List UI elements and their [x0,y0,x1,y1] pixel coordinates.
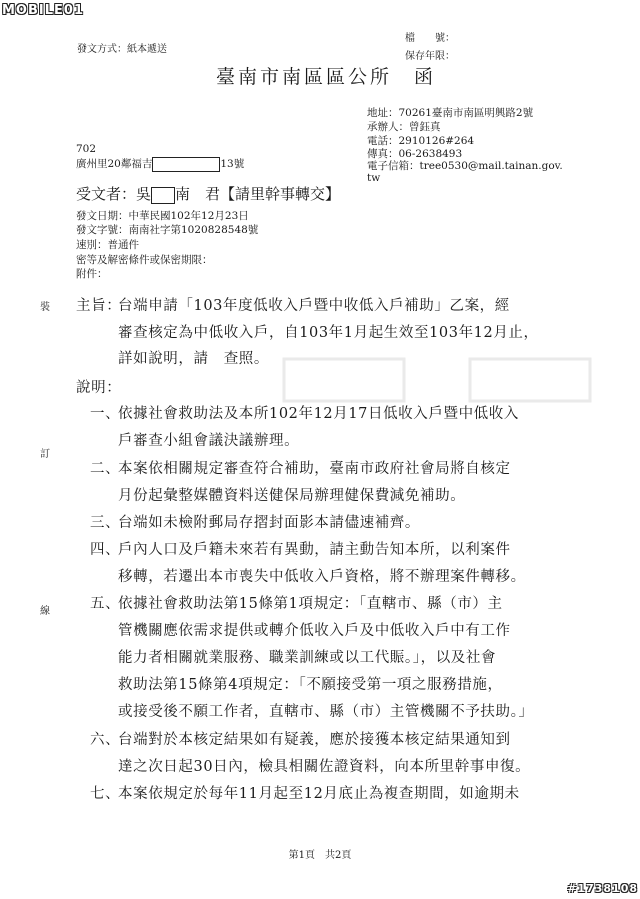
item-7-number: 七、 [90,786,121,802]
file-number: 檔 號： [405,33,455,44]
item-1-line-2: 戶審查小組會議決議辦理。 [118,433,300,449]
subject-label: 主旨： [76,298,122,314]
faint-seal [280,355,600,405]
site-watermark: MOBILE01 [2,3,84,18]
item-5-line-3: 能力者相關就業服務、職業訓練或以工代賑。」，以及社會 [118,650,497,666]
item-3-line-1: 台端如未檢附郵局存摺封面影本請儘速補齊。 [118,515,420,531]
redacted-box [151,187,175,204]
office-address: 地址：70261臺南市南區明興路2號 [367,107,534,119]
redacted-box [152,157,220,172]
office-email-cont: tw [367,172,381,184]
receiver-line [76,183,340,204]
receiver-name-first: 吳 [136,185,152,203]
page-number: 第1頁 共2頁 [288,850,352,861]
post-id-watermark: #1738108 [567,882,638,895]
item-3-number: 三、 [90,515,121,531]
item-2-line-2: 月份起彙整媒體資料送健保局辦理健保費減免補助。 [118,488,466,504]
item-5-line-4: 救助法第15條第4項規定：「不願接受第一項之服務措施， [118,677,503,693]
office-fax: 傳真：06-2638493 [367,148,463,160]
recipient-address [76,156,244,172]
address-suffix: 13號 [220,158,245,170]
subject-line-2: 審查核定為中低收入戶，自103年1月起生效至103年12月止， [118,325,539,341]
subject-line-1: 台端申請「103年度低收入戶暨中收低入戶補助」乙案，經 [118,298,510,314]
item-6-line-1: 台端對於本核定結果如有疑義，應於接獲本核定結果通知到 [118,732,511,748]
binding-mark-middle: 訂 [40,449,50,460]
binding-mark-bottom: 線 [40,606,50,617]
document-title: 臺南市南區區公所 函 [216,66,437,88]
item-5-number: 五、 [90,596,121,612]
receiver-label: 受文者： [76,185,137,203]
security-level: 密等及解密條件或保密期限： [76,254,213,266]
receiver-note: 【請里幹事轉交】 [220,185,341,203]
issue-date: 發文日期：中華民國102年12月23日 [76,210,249,222]
item-5-line-5: 或接受後不願工作者，直轄市、縣（市）主管機關不予扶助。」 [118,704,534,720]
item-4-line-2: 移轉，若遷出本市喪失中低收入戶資格，將不辦理案件轉移。 [118,569,526,585]
delivery-speed: 速別：普通件 [76,239,139,251]
receiver-name-last: 南 君 [175,185,221,203]
item-5-line-1: 依據社會救助法第15條第1項規定：「直轄市、縣（市）主 [118,596,503,612]
item-2-number: 二、 [90,461,121,477]
explanation-label: 說明： [76,380,122,396]
item-4-number: 四、 [90,542,121,558]
issue-number: 發文字號：南南社字第1020828548號 [76,224,259,236]
item-4-line-1: 戶內人口及戶籍未來若有異動，請主動告知本所，以利案件 [118,542,511,558]
item-6-number: 六、 [90,732,121,748]
office-phone: 電話：2910126#264 [367,135,475,147]
handler-name: 承辦人：曾鈺真 [367,121,441,133]
item-5-line-2: 管機關應依需求提供或轉介低收入戶及中低收入戶中有工作 [118,623,511,639]
send-method: 發文方式：紙本遞送 [77,44,167,55]
item-1-line-1: 依據社會救助法及本所102年12月17日低收入戶暨中低收入 [118,406,519,422]
address-prefix: 廣州里20鄰福吉 [76,158,153,170]
attachment: 附件： [76,268,108,280]
item-1-number: 一、 [90,406,121,422]
item-7-line-1: 本案依規定於每年11月起至12月底止為複查期間，如逾期未 [118,786,520,802]
seal-shape [280,355,600,405]
retention-period: 保存年限： [405,51,455,62]
office-email: 電子信箱：tree0530@mail.tainan.gov. [367,160,563,172]
postal-code: 702 [76,143,97,155]
item-6-line-2: 達之次日起30日內，檢具相關佐證資料，向本所里幹事申復。 [118,759,531,775]
subject-line-3: 詳如說明，請 查照。 [118,351,269,367]
item-2-line-1: 本案依相關規定審查符合補助，臺南市政府社會局將自核定 [118,461,511,477]
binding-mark-top: 裝 [40,302,50,313]
